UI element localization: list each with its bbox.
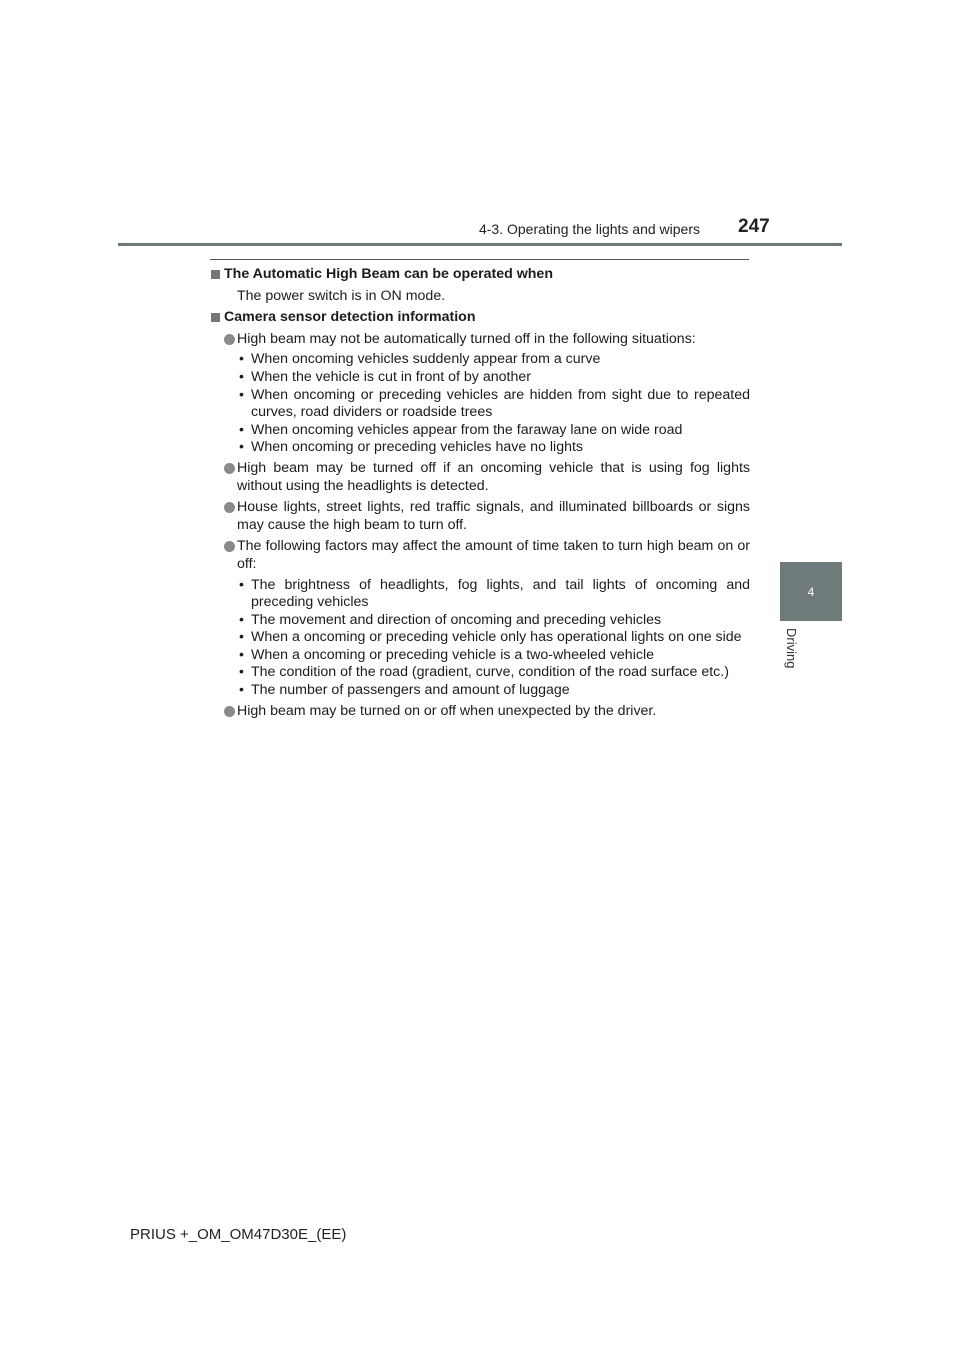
dot-bullet-icon: •: [239, 421, 244, 438]
list-item: [210, 538, 750, 573]
dot-bullet-icon: •: [239, 664, 244, 681]
page-number: 247: [738, 216, 770, 237]
section-heading: [210, 266, 750, 284]
section-heading-text: Camera sensor detection information: [224, 309, 476, 326]
chapter-tab-number: 4: [807, 584, 815, 599]
list-item-text: High beam may not be automatically turned off in the following situations:: [237, 330, 696, 347]
dot-bullet-icon: •: [239, 386, 244, 403]
header-divider: [118, 243, 842, 246]
dot-bullet-icon: •: [239, 646, 244, 663]
sub-list: [210, 351, 750, 457]
sub-list-item-text: When a oncoming or preceding vehicle is a two-wheeled vehicle: [251, 646, 654, 663]
section-text: The power switch is in ON mode.: [237, 287, 446, 304]
sub-list-item: [237, 577, 750, 612]
list-item: [210, 499, 750, 534]
sub-list-item-text: When oncoming or preceding vehicles are hidden from sight due to repeated curves, road dividers or roadside trees: [251, 386, 750, 421]
sub-list-item: [237, 387, 750, 422]
content-divider: [210, 259, 749, 260]
list-item-text: High beam may be turned on or off when unexpected by the driver.: [237, 702, 657, 719]
circle-bullet-icon: [224, 463, 235, 474]
list-item-text: High beam may be turned off if an oncoming vehicle that is using fog lights without using the headlights is detected.: [237, 459, 750, 494]
content-body: [210, 266, 750, 720]
circle-bullet-icon: [224, 502, 235, 513]
dot-bullet-icon: •: [239, 682, 244, 699]
sub-list-item: [237, 664, 750, 682]
sub-list-item-text: When a oncoming or preceding vehicle only has operational lights on one side: [251, 629, 742, 646]
sub-list-item-text: When oncoming vehicles suddenly appear from a curve: [251, 351, 601, 368]
sub-list-item: [237, 369, 750, 387]
chapter-tab-label: Driving: [784, 628, 799, 669]
dot-bullet-icon: •: [239, 368, 244, 385]
section-heading: [210, 309, 750, 327]
list-item-text: The following factors may affect the amount of time taken to turn high beam on or off:: [237, 538, 750, 572]
circle-bullet-icon: [224, 334, 235, 345]
sub-list-item-text: The condition of the road (gradient, curve, condition of the road surface etc.): [251, 664, 729, 681]
chapter-tab: [780, 562, 842, 621]
sub-list-item: [237, 682, 750, 700]
sub-list-item: [237, 439, 750, 457]
list-item: [210, 460, 750, 495]
chapter-title: 4-3. Operating the lights and wipers: [478, 221, 700, 237]
circle-bullet-icon: [224, 541, 235, 552]
sub-list-item-text: When oncoming vehicles appear from the faraway lane on wide road: [251, 421, 683, 438]
sub-list-item-text: The brightness of headlights, fog lights, and tail lights of oncoming and preceding vehicles: [251, 576, 750, 611]
list-item: [210, 331, 750, 349]
sub-list-item-text: When the vehicle is cut in front of by another: [251, 368, 531, 385]
square-bullet-icon: [211, 313, 220, 322]
sub-list-item: [237, 351, 750, 369]
sub-list-item-text: The movement and direction of oncoming and preceding vehicles: [251, 611, 662, 628]
document-code: PRIUS +_OM_OM47D30E_(EE): [130, 1226, 347, 1243]
sub-list-item: [237, 647, 750, 665]
dot-bullet-icon: •: [239, 629, 244, 646]
list-item: [210, 703, 750, 721]
dot-bullet-icon: •: [239, 439, 244, 456]
dot-bullet-icon: •: [239, 351, 244, 368]
dot-bullet-icon: •: [239, 611, 244, 628]
sub-list-item: [237, 612, 750, 630]
sub-list-item-text: The number of passengers and amount of luggage: [251, 682, 570, 699]
list-item-text: House lights, street lights, red traffic signals, and illuminated billboards or signs may cause the high beam to turn off.: [237, 499, 750, 533]
dot-bullet-icon: •: [239, 576, 244, 593]
sub-list: [210, 577, 750, 700]
sub-list-item: [237, 422, 750, 440]
circle-bullet-icon: [224, 706, 235, 717]
section-heading-text: The Automatic High Beam can be operated when: [224, 266, 553, 282]
sub-list-item: [237, 629, 750, 647]
square-bullet-icon: [211, 270, 220, 279]
sub-list-item-text: When oncoming or preceding vehicles have no lights: [251, 439, 584, 456]
